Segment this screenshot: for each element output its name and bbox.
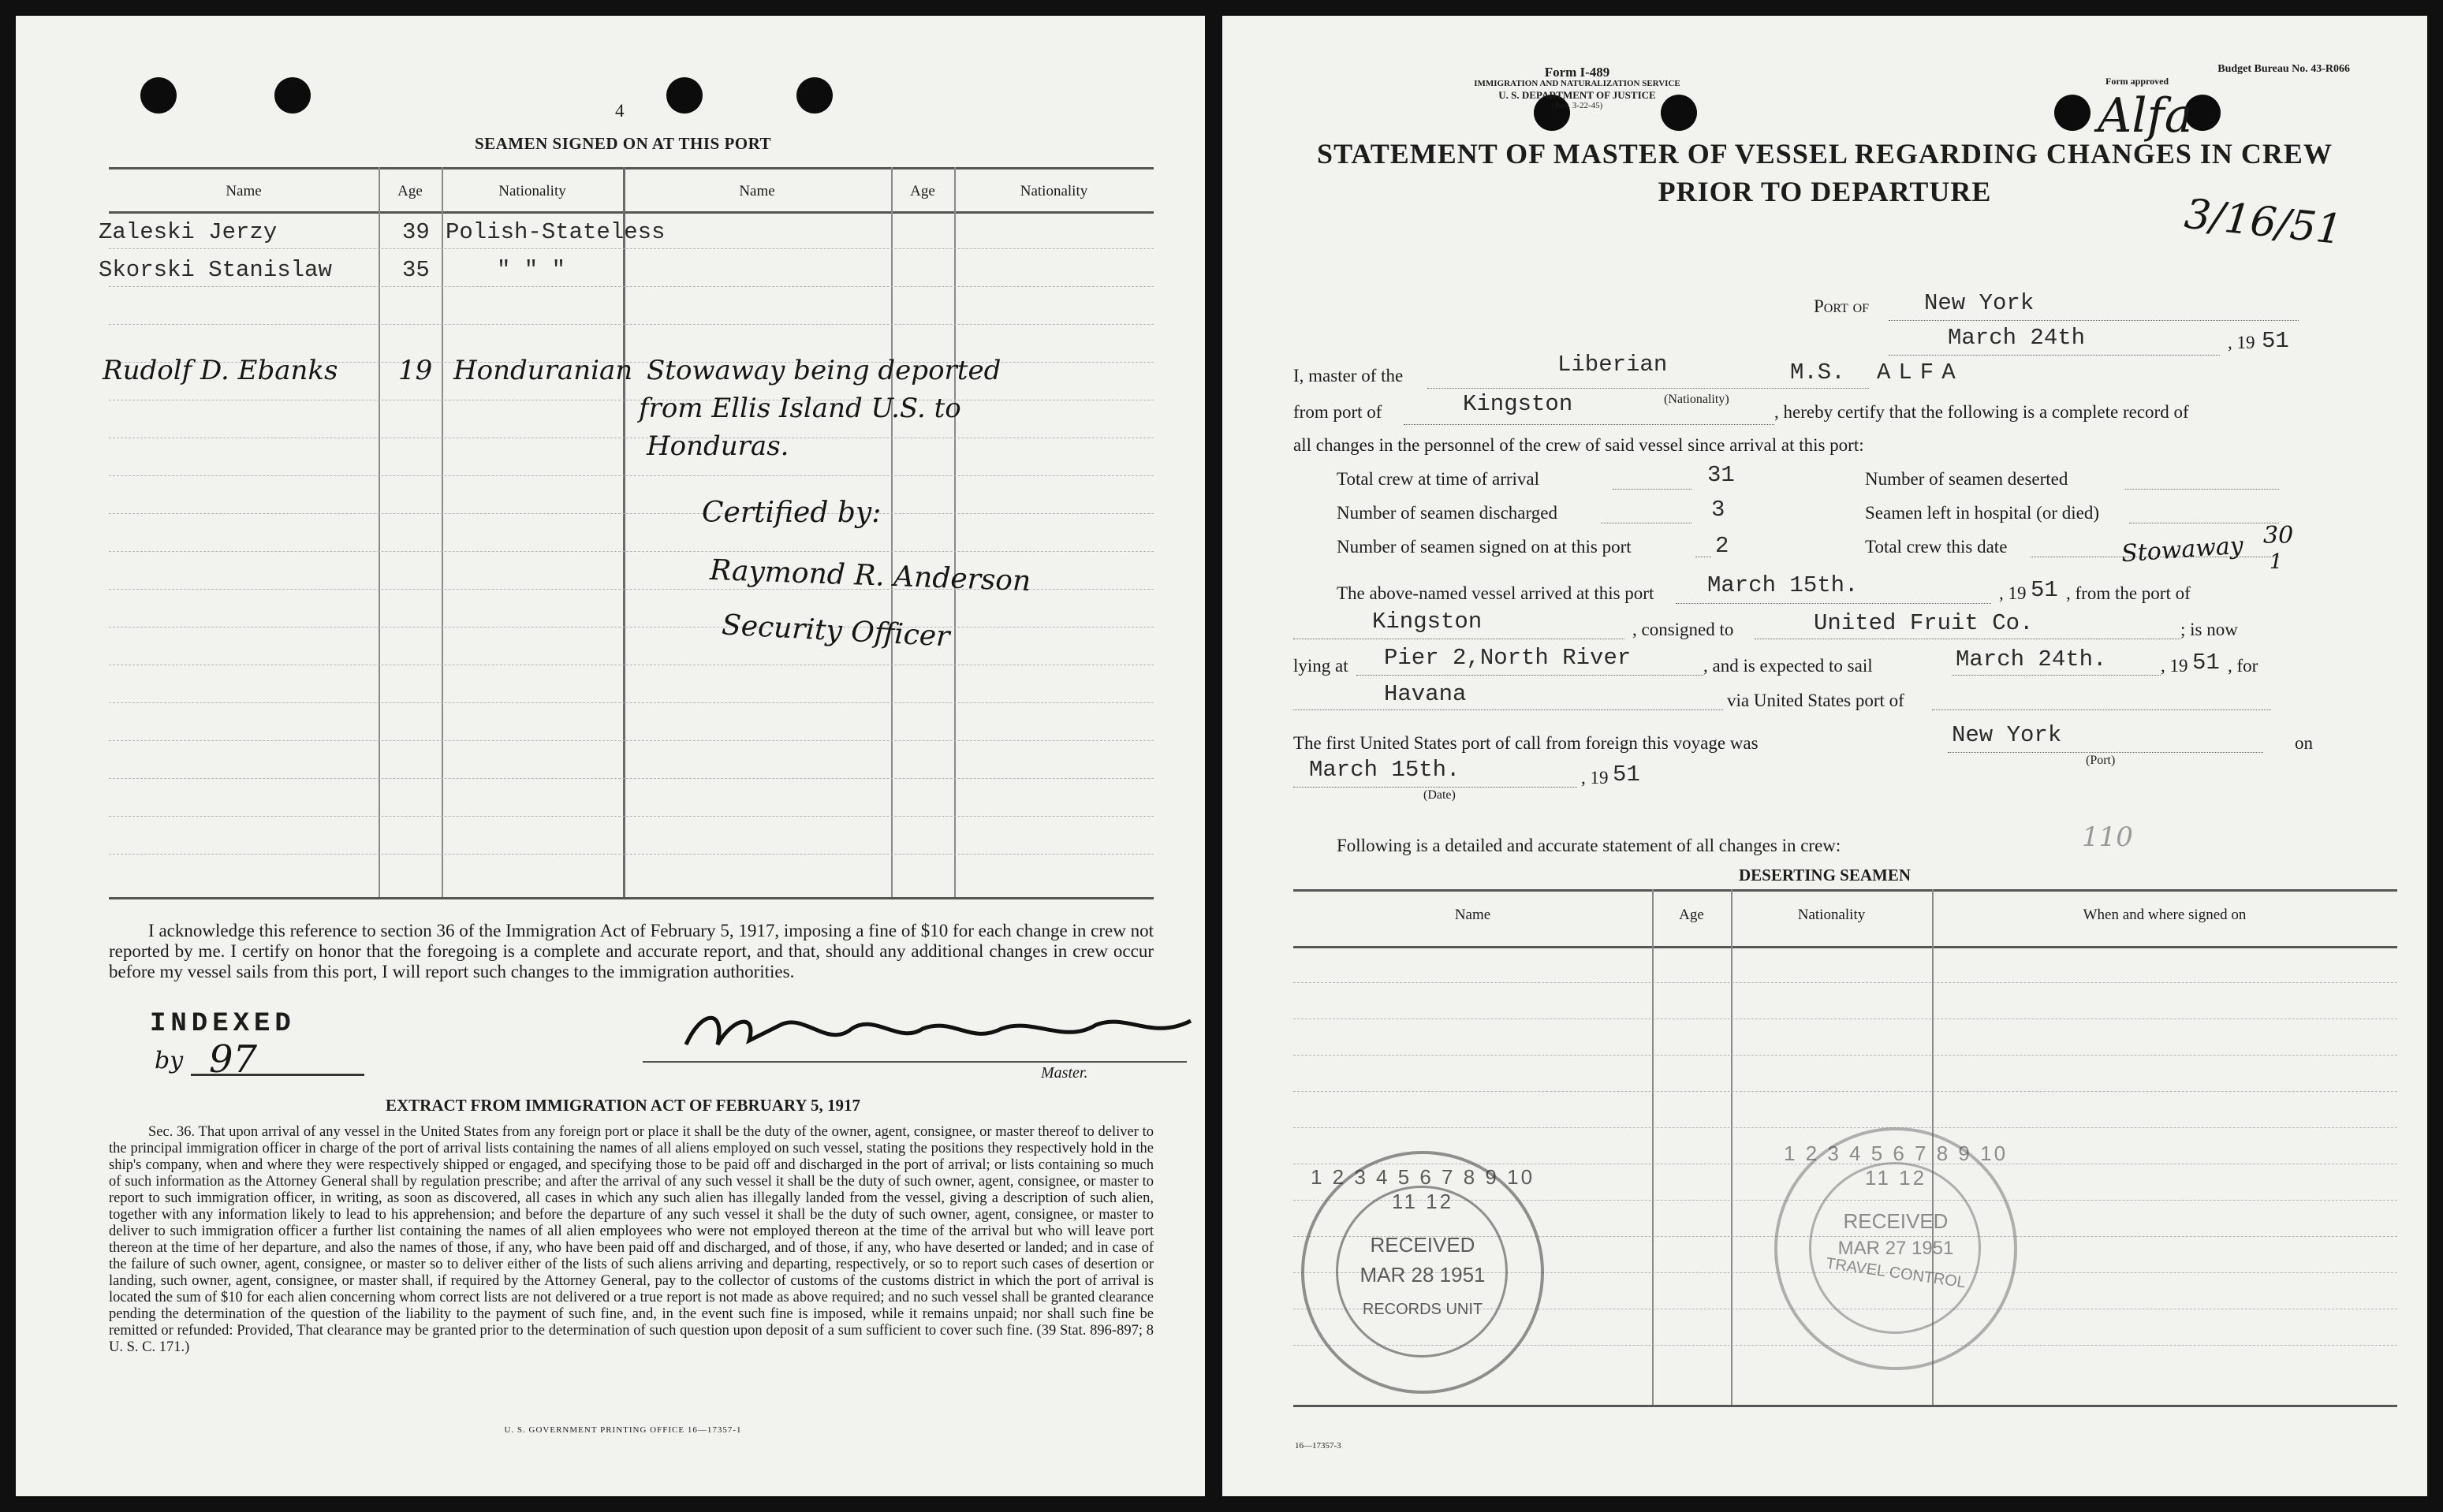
- seaman-name: Skorski Stanislaw: [99, 257, 332, 283]
- port-of-value: New York: [1924, 290, 2035, 316]
- seaman-name: Zaleski Jerzy: [99, 219, 278, 245]
- indexed-label: INDEXED: [150, 1009, 296, 1039]
- via-line: [1932, 709, 2271, 710]
- table-header-rule: [109, 211, 1154, 214]
- punch-hole: [140, 77, 177, 114]
- budget-bureau: Budget Bureau No. 43-R066: [2217, 63, 2350, 75]
- from-port-line: [1404, 424, 1774, 425]
- ruled-line: [109, 513, 1154, 514]
- certified-by-label: Certified by:: [702, 497, 882, 529]
- column-divider: [891, 167, 893, 897]
- arrived-line: [1676, 603, 1991, 604]
- arrived-value: March 15th.: [1707, 572, 1859, 598]
- lying-line: [1356, 675, 1703, 676]
- punch-hole: [796, 77, 833, 114]
- certifier-signature: Raymond R. Anderson: [709, 553, 1031, 598]
- via-label: via United States port of: [1727, 691, 1904, 710]
- col-header-nationality: Nationality: [1020, 183, 1088, 199]
- ruled-line: [109, 816, 1154, 817]
- from-port2-value: Kingston: [1372, 609, 1483, 635]
- punch-hole: [2054, 95, 2091, 131]
- handwritten-nationality: Honduranian: [453, 355, 633, 386]
- agency-line2: U. S. DEPARTMENT OF JUSTICE: [1498, 89, 1656, 101]
- stamp-label: RECEIVED: [1843, 1209, 1949, 1233]
- column-divider: [623, 167, 625, 897]
- from-port-label: from port of: [1293, 402, 1382, 422]
- deserting-table-top: [1293, 889, 2397, 892]
- indexed-by-value: 97: [209, 1037, 258, 1082]
- stat-label: Number of seamen discharged: [1337, 503, 1557, 523]
- col-header-name: Name: [739, 183, 775, 199]
- section-title: SEAMEN SIGNED ON AT THIS PORT: [474, 134, 772, 153]
- deserting-title: DESERTING SEAMEN: [1738, 866, 1912, 884]
- first-port-year-prefix: , 19: [1581, 768, 1609, 788]
- received-stamp-travel: [1774, 1127, 2017, 1370]
- ruled-line: [109, 854, 1154, 855]
- for-label: , for: [2228, 656, 2258, 676]
- following-note: 110: [2082, 821, 2133, 853]
- footer-code: 16—17357-3: [1295, 1441, 1341, 1451]
- port-of-label: Port of: [1814, 296, 1870, 316]
- printing-office: U. S. GOVERNMENT PRINTING OFFICE 16—17357-1: [504, 1425, 742, 1435]
- ruled-line: [109, 324, 1154, 325]
- seaman-nationality: " " ": [497, 257, 566, 283]
- ruled-line: [1293, 1055, 2397, 1056]
- stamp-ring: 1 2 3 4 5 6 7 8 9 10 11 12: [1310, 1165, 1535, 1213]
- on-label: on: [2295, 733, 2313, 753]
- following-label: Following is a detailed and accurate statement of all changes in crew:: [1337, 836, 1841, 855]
- ruled-line: [1293, 1091, 2397, 1092]
- stat-value: 3: [1711, 497, 1725, 523]
- acknowledgement-text: I acknowledge this reference to section 36 of the Immigration Act of February 5, 1917, imposing a fine of $10 for each change in crew not reported by me. I certify on honor that the foregoing is a complete and accurate report, and that, should any additional changes in crew occur before my vessel sails from this port, I will report such changes to the immigration authorities.: [109, 921, 1154, 981]
- table-bottom-rule: [109, 897, 1154, 899]
- consigned-label: , consigned to: [1632, 620, 1734, 639]
- seaman-age: 39: [402, 219, 430, 245]
- lying-label: lying at: [1293, 656, 1348, 676]
- table-top-rule: [109, 167, 1154, 169]
- nationality-caption: (Nationality): [1664, 393, 1729, 406]
- first-port-label: The first United States port of call from foreign this voyage was: [1293, 733, 1759, 753]
- date-value: March 24th: [1948, 325, 2086, 351]
- col-header-age: Age: [397, 183, 423, 199]
- ruled-line: [109, 702, 1154, 703]
- sail-year: 51: [2192, 650, 2220, 676]
- column-divider: [954, 167, 956, 897]
- annotation-name: Alfa: [2098, 88, 2193, 143]
- master-signature: [670, 1001, 1205, 1064]
- extract-text: Sec. 36. That upon arrival of any vessel in the United States from any foreign port or place it shall be the duty of the owner, agent, consignee, or master thereof to deliver to the principal immigration officer in charge of the port of arrival lists containing the names of all aliens employed on such vessel, stating the positions they respectively hold in the ship's company, when and where they were respectively shipped or engaged, and specifying those to be paid off and discharged in the port of arrival; or lists containing so much of such information as the Attorney General shall by regulation prescribe; and after the arrival of any such vessel it shall be the duty of such owner, agent, consignee, or master to report to such immigration officer, in writing, as soon as discovered, all cases in which any such alien has illegally landed from the vessel, giving a description of such alien, together with any information likely to lead to his apprehension; and before the departure of any such vessel it shall be the duty of such owner, agent, consignee, or master to deliver to such immigration officer a further list containing the names of all alien employees who were not employed thereon at the time of the arrival but who will leave port thereon at the time of her departure, and also the names of those, if any, who have been paid off and discharged, and of those, if any, who have deserted or landed; and in case of the failure of such owner, agent, consignee, or master so to deliver either of the lists of such aliens arriving and departing, respectively, or so to report such cases of desertion or landing, such owner, agent, consignee, or master shall, if required by the Attorney General, pay to the collector of customs of the customs district in which the port of arrival is located the sum of $10 for each alien concerning whom correct lists are not delivered or a true report is not made as above required; and no such vessel shall be granted clearance pending the determination of the question of the liability to the payment of such fine, and, in the event such fine is imposed, while it remains unpaid; nor shall such fine be remitted or refunded: Provided, That clearance may be granted prior to the determination of such question upon deposit of a sum sufficient to cover such fine. (39 Stat. 896-897; 8 U. S. C. 171.): [109, 1124, 1154, 1355]
- certify-text: , hereby certify that the following is a complete record of: [1774, 402, 2189, 422]
- from-the-port-label: , from the port of: [2066, 583, 2191, 603]
- handwritten-name: Rudolf D. Ebanks: [103, 355, 338, 386]
- column-divider: [1731, 889, 1732, 1406]
- seaman-age: 35: [402, 257, 430, 283]
- master-of-label: I, master of the: [1293, 366, 1404, 385]
- sail-year-prefix: , 19: [2161, 656, 2188, 676]
- column-divider: [379, 167, 380, 897]
- revision: (Rev. 3-22-45): [1551, 101, 1603, 110]
- from-port-value: Kingston: [1463, 391, 1573, 417]
- extract-title: EXTRACT FROM IMMIGRATION ACT OF FEBRUARY 5, 1917: [385, 1096, 861, 1115]
- consigned-value: United Fruit Co.: [1814, 610, 2034, 636]
- received-stamp-records: [1301, 1151, 1544, 1394]
- indexed-underline: [191, 1074, 364, 1076]
- deserting-table-bottom: [1293, 1405, 2397, 1407]
- master-label: Master.: [1041, 1064, 1088, 1082]
- stat-value: 2: [1715, 533, 1729, 559]
- stat-dots: [1613, 489, 1691, 490]
- form-number: Form I-489: [1544, 65, 1610, 80]
- deserting-table-header-rule: [1293, 946, 2397, 948]
- handwritten-note: Honduras.: [647, 430, 789, 462]
- column-divider: [1652, 889, 1654, 1406]
- is-now-label: ; is now: [2180, 620, 2238, 639]
- stat-label: Number of seamen deserted: [1865, 469, 2068, 489]
- first-port-date-line: [1293, 787, 1577, 788]
- port-of-line: [1889, 320, 2299, 321]
- punch-hole: [666, 77, 703, 114]
- indexed-by-label: by: [155, 1047, 184, 1074]
- agency-line1: IMMIGRATION AND NATURALIZATION SERVICE: [1474, 79, 1680, 88]
- vessel-prefix: M.S.: [1790, 359, 1845, 385]
- lying-value: Pier 2,North River: [1384, 645, 1632, 671]
- form-subtitle: PRIOR TO DEPARTURE: [1658, 176, 1992, 207]
- arrived-year: 51: [2031, 577, 2058, 603]
- stat-label: Total crew at time of arrival: [1337, 469, 1540, 489]
- ruled-line: [109, 286, 1154, 287]
- stamp-date: MAR 28 1951: [1360, 1263, 1486, 1287]
- stamp-unit: RECORDS UNIT: [1362, 1301, 1483, 1318]
- vessel-name: ALFA: [1877, 359, 1964, 385]
- total-crew-value: 30: [2263, 522, 2294, 549]
- stat-dots: [2125, 489, 2279, 490]
- ruled-line: [109, 248, 1154, 249]
- nationality-line: [1427, 388, 1869, 389]
- master-signature-line: [643, 1061, 1187, 1063]
- first-port-line: [1948, 752, 2263, 753]
- date-caption: (Date): [1423, 788, 1456, 802]
- ruled-line: [109, 740, 1154, 741]
- sail-line: [1952, 675, 2161, 676]
- annotation-date: 3/16/51: [2182, 190, 2345, 255]
- arrived-year-prefix: , 19: [1999, 583, 2027, 603]
- arrived-label: The above-named vessel arrived at this port: [1337, 583, 1654, 603]
- stamp-ring: 1 2 3 4 5 6 7 8 9 10 11 12: [1783, 1141, 2008, 1190]
- stowaway-count: 1: [2270, 550, 2283, 574]
- handwritten-note: Stowaway being deported: [647, 355, 1001, 386]
- deserting-col-signed-on: When and where signed on: [2083, 907, 2247, 923]
- first-port-year: 51: [1613, 762, 1640, 788]
- ruled-line: [1293, 982, 2397, 983]
- stat-label: Seamen left in hospital (or died): [1865, 503, 2100, 523]
- certifier-title: Security Officer: [721, 609, 951, 654]
- stamp-date: MAR 27 1951: [1837, 1238, 1954, 1259]
- stat-label: Total crew this date: [1865, 537, 2008, 557]
- handwritten-note: from Ellis Island U.S. to: [639, 393, 961, 424]
- ruled-line: [109, 778, 1154, 779]
- form-approved: Form approved: [2105, 76, 2169, 87]
- ruled-line: [1293, 1127, 2397, 1128]
- destination-value: Havana: [1384, 681, 1467, 707]
- first-port-date: March 15th.: [1309, 757, 1460, 783]
- port-caption: (Port): [2086, 754, 2116, 767]
- right-page: [1222, 16, 2427, 1496]
- first-port-value: New York: [1952, 722, 2062, 748]
- expected-label: , and is expected to sail: [1703, 656, 1873, 676]
- ruled-line: [109, 551, 1154, 552]
- stamp-label: RECEIVED: [1370, 1233, 1475, 1257]
- seaman-nationality: Polish-Stateless: [446, 219, 666, 245]
- stat-label: Number of seamen signed on at this port: [1337, 537, 1632, 557]
- destination-line: [1293, 709, 1723, 710]
- page-number: 4: [615, 101, 625, 121]
- form-title: STATEMENT OF MASTER OF VESSEL REGARDING CHANGES IN CREW: [1317, 138, 2333, 169]
- col-header-nationality: Nationality: [498, 183, 566, 199]
- sail-value: March 24th.: [1956, 646, 2107, 672]
- nationality-value: Liberian: [1557, 352, 1668, 378]
- deserting-col-name: Name: [1454, 907, 1491, 923]
- stowaway-note: Stowaway: [2120, 531, 2244, 568]
- stat-value: 31: [1707, 462, 1735, 488]
- date-line: [1889, 355, 2220, 356]
- deserting-col-age: Age: [1679, 907, 1704, 923]
- ruled-line: [109, 627, 1154, 628]
- year-prefix: , 19: [2228, 333, 2255, 352]
- handwritten-age: 19: [398, 355, 433, 386]
- col-header-age: Age: [910, 183, 935, 199]
- deserting-col-nationality: Nationality: [1797, 907, 1866, 923]
- punch-hole: [274, 77, 311, 114]
- stamp-unit: TRAVEL CONTROL: [1824, 1254, 1967, 1292]
- certify-text-2: all changes in the personnel of the crew of said vessel since arrival at this port:: [1293, 435, 1864, 455]
- column-divider: [442, 167, 443, 897]
- left-page: [16, 16, 1205, 1496]
- col-header-name: Name: [226, 183, 262, 199]
- ruled-line: [109, 475, 1154, 476]
- year-value: 51: [2262, 328, 2289, 354]
